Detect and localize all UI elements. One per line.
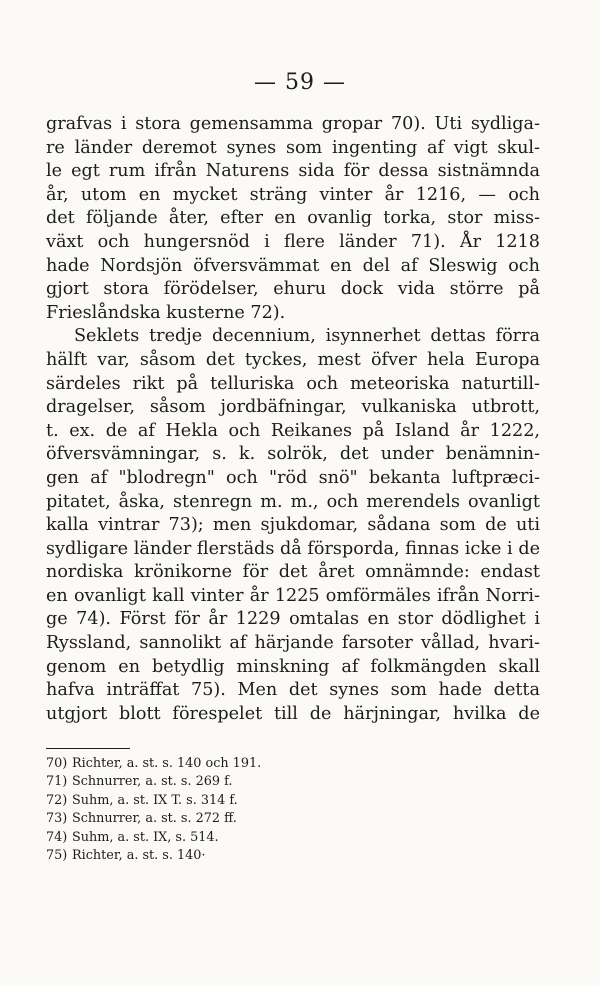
footnotes	[46, 755, 540, 865]
text-line: dragelser, såsom jordbäfningar, vulkaniska utbrott,	[46, 397, 540, 418]
footnote-number: 72)	[46, 792, 68, 808]
text-line: öfversvämningar, s. k. solrök, det under benämnin-	[46, 444, 540, 465]
footnote-text: Suhm, a. st. IX, s. 514.	[72, 829, 219, 845]
text-line: t. ex. de af Hekla och Reikanes på Island år 1222,	[46, 420, 540, 441]
footnote-number: 75)	[46, 848, 68, 864]
footnote-divider	[46, 748, 130, 749]
footnote-text: Schnurrer, a. st. s. 269 f.	[72, 774, 233, 790]
text-line: hälft var, såsom det tyckes, mest öfver hela Europa	[46, 349, 540, 370]
text-line: det följande åter, efter en ovanlig torka, stor miss-	[46, 208, 540, 229]
body-text	[46, 113, 540, 726]
text-line: genom en betydlig minskning af folkmängden skall	[46, 656, 540, 677]
footnote	[46, 773, 540, 791]
footnote	[46, 847, 540, 865]
text-line: Ryssland, sannolikt af härjande farsoter vållad, hvari-	[46, 633, 540, 654]
text-line: särdeles rikt på telluriska och meteoriska naturtill-	[46, 373, 540, 394]
footnote	[46, 792, 540, 810]
text-line: hade Nordsjön öfversvämmat en del af Sleswig och	[46, 255, 540, 276]
text-line: re länder deremot synes som ingenting af vigt skul-	[46, 137, 540, 158]
footnote-number: 71)	[46, 774, 68, 790]
text-line: en ovanligt kall vinter år 1225 omförmäles ifrån Norri-	[46, 585, 540, 606]
text-line: gjort stora förödelser, ehuru dock vida större på	[46, 279, 540, 300]
text-line: Frieslåndska kusterne 72).	[46, 302, 286, 323]
text-line: le egt rum ifrån Naturens sida för dessa sistnämnda	[46, 161, 540, 182]
text-line: hafva inträffat 75). Men det synes som hade detta	[46, 680, 540, 701]
footnote-number: 70)	[46, 756, 68, 771]
footnote	[46, 829, 540, 847]
footnote-number: 73)	[46, 811, 68, 827]
footnote	[46, 755, 540, 773]
text-line: gen af "blodregn" och "röd snö" bekanta luftpræci-	[46, 467, 540, 488]
text-line: år, utom en mycket sträng vinter år 1216, — och	[46, 184, 540, 205]
text-line: pitatet, åska, stenregn m. m., och merendels ovanligt	[46, 491, 540, 512]
text-line: grafvas i stora gemensamma gropar 70). Uti sydliga-	[46, 114, 540, 134]
footnote-text: Richter, a. st. s. 140 och 191.	[72, 756, 262, 771]
text-line: växt och hungersnöd i flere länder 71). År 1218	[46, 231, 540, 252]
footnote-text: Schnurrer, a. st. s. 272 ff.	[72, 811, 237, 827]
text-line: sydligare länder flerstäds då försporda, finnas icke i de	[46, 538, 540, 559]
footnote-text: Richter, a. st. s. 140·	[72, 848, 206, 864]
text-line: utgjort blott förespelet till de härjningar, hvilka de	[46, 703, 540, 724]
text-line: ge 74). Först för år 1229 omtalas en stor dödlighet i	[46, 609, 540, 630]
footnote-text: Suhm, a. st. IX T. s. 314 f.	[72, 792, 238, 808]
footnote-number: 74)	[46, 829, 68, 845]
page-number: — 59 —	[254, 70, 346, 95]
text-line: Seklets tredje decennium, isynnerhet dettas förra	[74, 326, 540, 347]
text-line: kalla vintrar 73); men sjukdomar, sådana som de uti	[46, 515, 540, 536]
text-line: nordiska krönikorne för det året omnämnde: endast	[46, 562, 540, 583]
footnote	[46, 810, 540, 828]
